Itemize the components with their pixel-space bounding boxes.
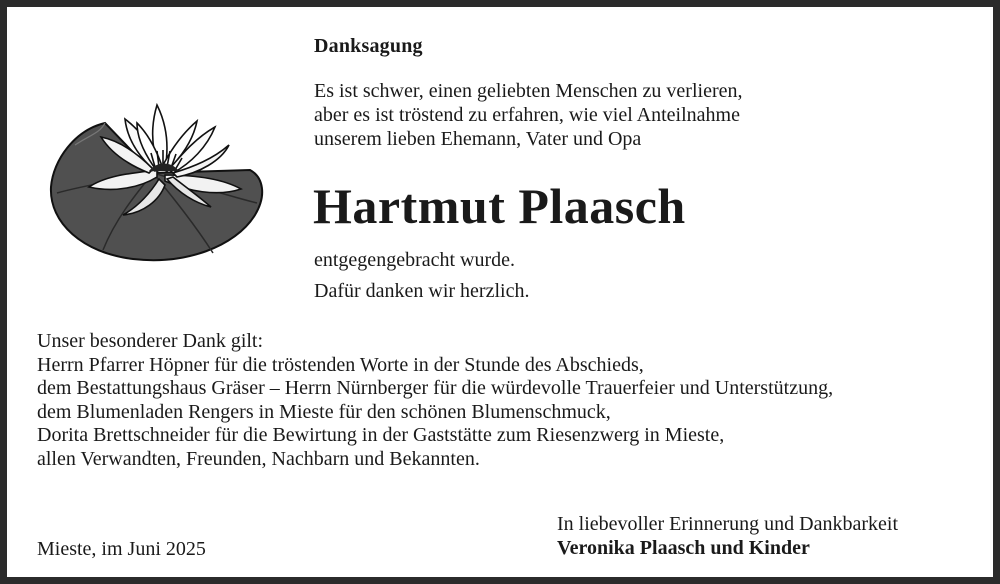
special-thanks [37,330,833,471]
thanks-line: Dafür danken wir herzlich. [314,280,530,302]
special-thanks-line: Herrn Pfarrer Höpner für die tröstenden Worte in der Stunde des Abschieds, [37,353,644,376]
special-thanks-line: Unser besonderer Dank gilt: [37,330,264,352]
intro-line: unserem lieben Ehemann, Vater und Opa [314,128,642,150]
intro-line: Es ist schwer, einen geliebten Menschen zu verlieren, [314,80,743,102]
closing-block [557,512,898,560]
place-date: Mieste, im Juni 2025 [37,538,206,560]
special-thanks-line: Dorita Brettschneider für die Bewirtung in der Gaststätte zum Riesenzwerg in Mieste, [37,424,725,446]
signers: Veronika Plaasch und Kinder [557,537,810,559]
after-name-text: entgegengebracht wurde. [314,249,516,271]
special-thanks-line: dem Blumenladen Rengers in Mieste für den schönen Blumenschmuck, [37,400,611,423]
intro-line: aber es ist tröstend zu erfahren, wie viel Anteilnahme [314,104,740,126]
special-thanks-line: dem Bestattungshaus Gräser – Herrn Nürnberger für die würdevolle Trauerfeier und Unterstützung, [37,377,834,399]
deceased-name: Hartmut Plaasch [313,178,686,234]
notice-heading: Danksagung [314,35,423,57]
water-lily-icon [45,75,277,265]
closing-line: In liebevoller Erinnerung und Dankbarkeit [557,513,898,535]
special-thanks-line: allen Verwandten, Freunden, Nachbarn und Bekannten. [37,447,480,470]
intro-text [314,79,743,151]
